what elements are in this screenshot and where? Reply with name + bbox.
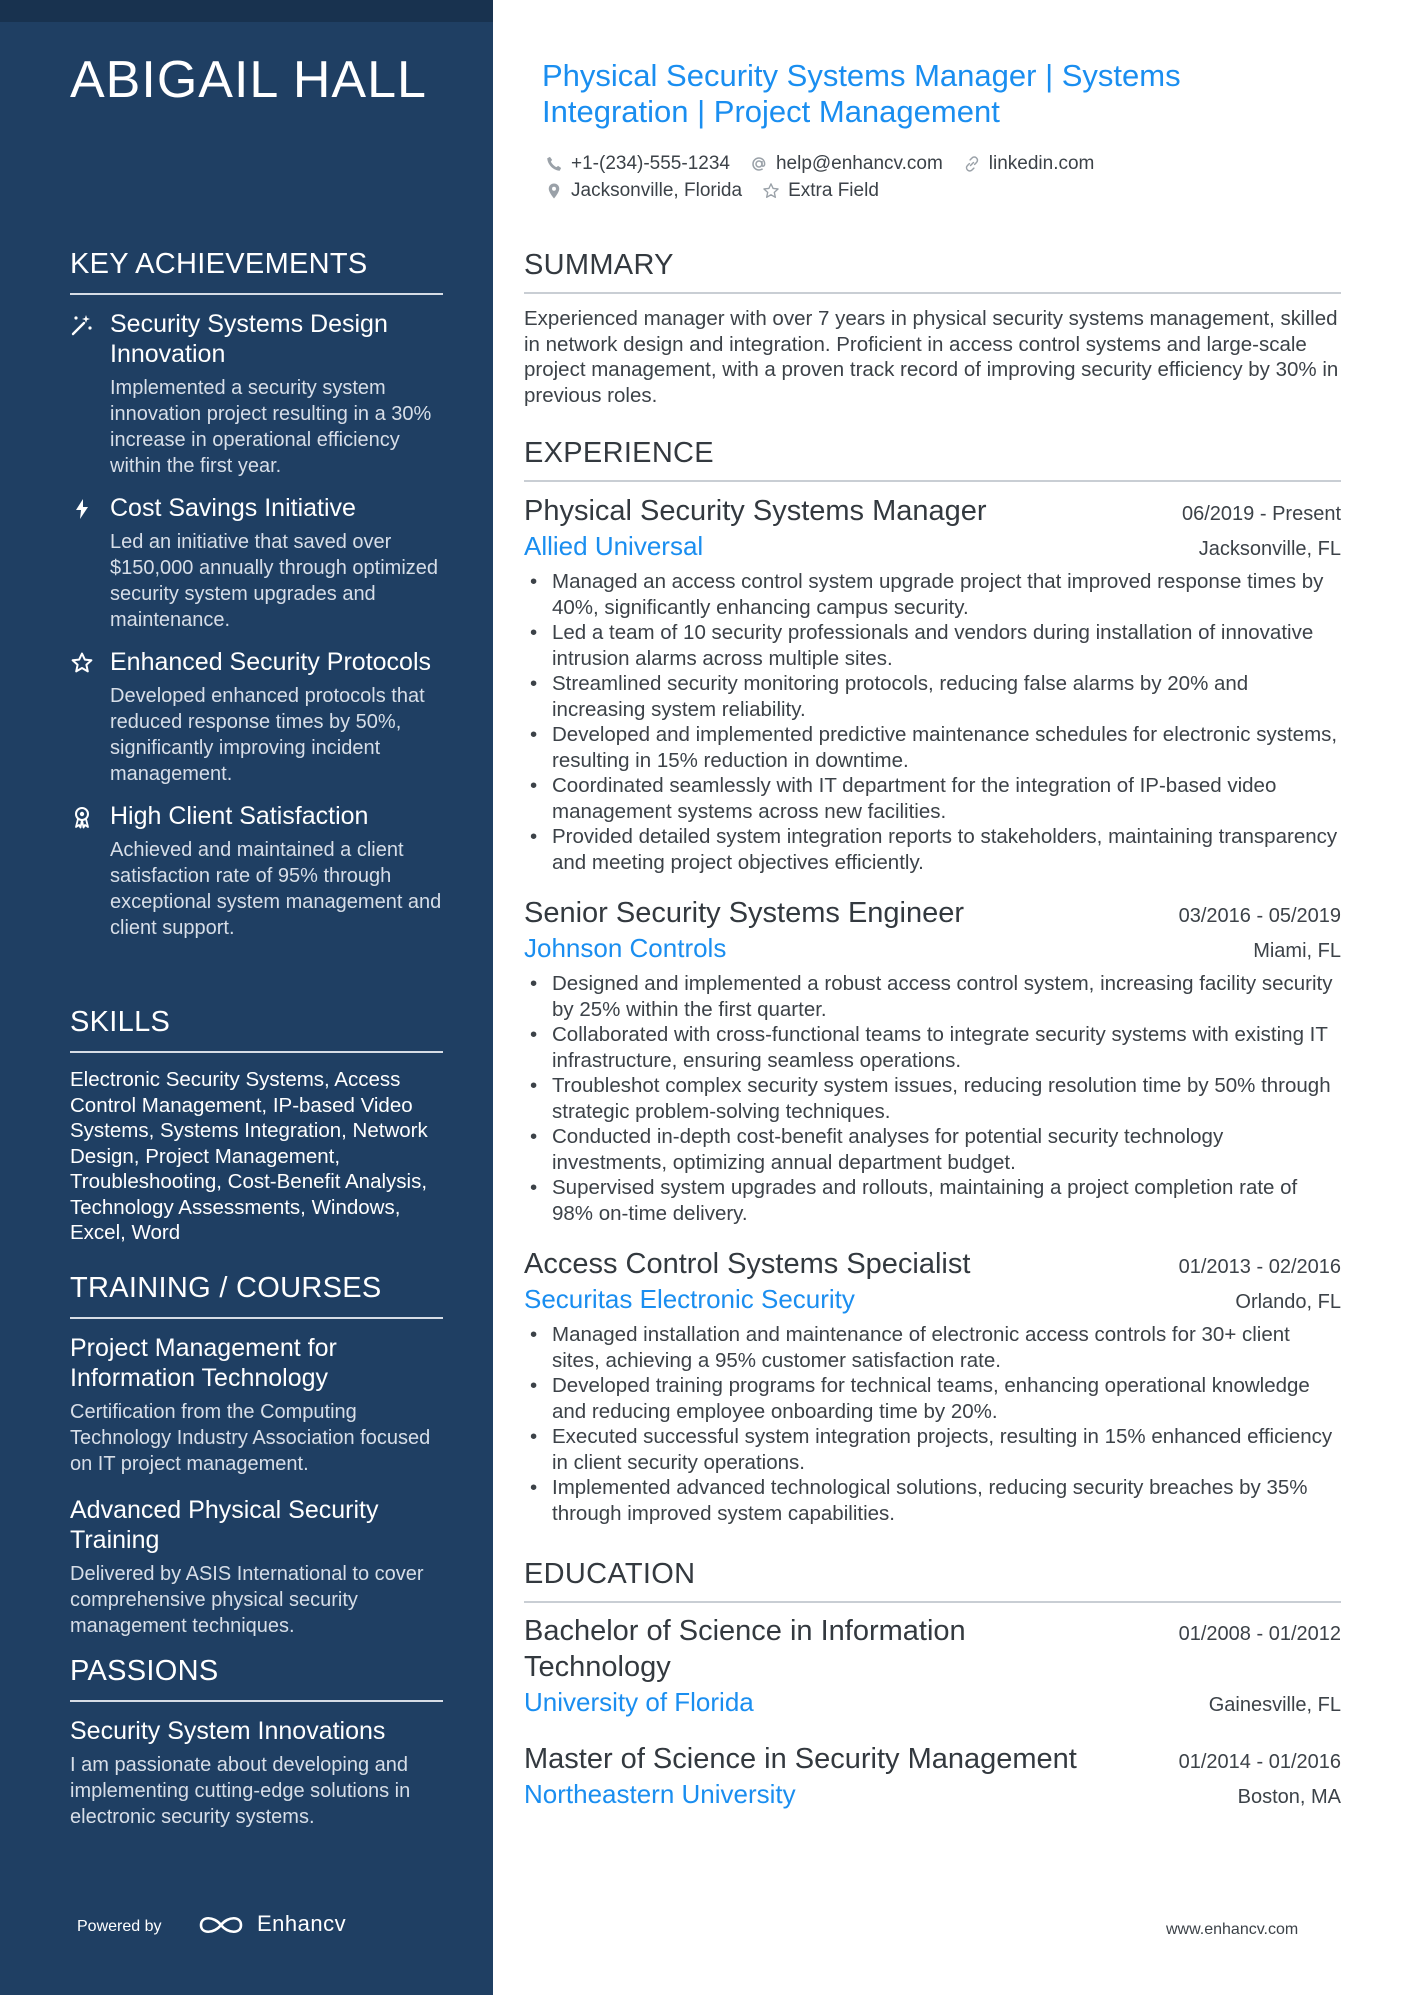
achievement-title: High Client Satisfaction (110, 802, 369, 830)
training-heading: TRAINING / COURSES (70, 1272, 443, 1319)
school-location: Gainesville, FL (1208, 1694, 1341, 1716)
bullet-item: • Collaborated with cross-functional teams to integrate security systems with existing IT infrastructure, ensuring seamless operations. (524, 1022, 1341, 1073)
experience-entry (524, 895, 1341, 1226)
extra-field-text: Extra Field (788, 179, 879, 201)
bullet-item: • Coordinated seamlessly with IT department for the integration of IP-based video management systems across new facilities. (524, 773, 1341, 824)
experience-heading: EXPERIENCE (524, 437, 1341, 482)
achievement-item (70, 309, 443, 479)
bullet-item: • Developed training programs for technical teams, enhancing operational knowledge and reducing employee onboarding time by 20%. (524, 1373, 1341, 1424)
company-name: Allied Universal (524, 531, 704, 561)
phone-number: +1-(234)-555-1234 (571, 152, 730, 174)
achievement-description: Led an initiative that saved over $150,000 annually through optimized security system upgrades and maintenance. (110, 531, 439, 631)
training-description: Certification from the Computing Technology Industry Association focused on IT project management. (70, 1401, 431, 1475)
phone-contact[interactable] (545, 153, 730, 175)
email-address: help@enhancv.com (775, 152, 943, 174)
education-entry (524, 1613, 1341, 1719)
job-dates: 06/2019 - Present (1182, 503, 1341, 525)
contact-info (545, 150, 1114, 204)
sidebar (0, 0, 493, 1995)
location-text: Jacksonville, Florida (571, 179, 743, 201)
bullet-item: • Executed successful system integration projects, resulting in 15% enhanced efficiency in client security operations. (524, 1424, 1341, 1475)
passions-heading: PASSIONS (70, 1655, 443, 1702)
lightning-bolt-icon (70, 497, 94, 521)
bullet-item: • Troubleshot complex security system issues, reducing resolution time by 50% through strategic problem-solving techniques. (524, 1073, 1341, 1124)
school-location: Boston, MA (1237, 1786, 1341, 1808)
bullet-item: • Streamlined security monitoring protocols, reducing false alarms by 20% and increasing system reliability. (524, 671, 1341, 722)
passion-title: Security System Innovations (70, 1717, 386, 1745)
degree-title: Master of Science in Security Management (524, 1743, 1077, 1775)
achievement-title: Enhanced Security Protocols (110, 648, 432, 676)
achievement-title: Security Systems Design Innovation (110, 310, 388, 368)
degree-title: Bachelor of Science in Information Technology (524, 1615, 966, 1683)
education-dates: 01/2014 - 01/2016 (1178, 1751, 1341, 1773)
bullet-item: • Developed and implemented predictive maintenance schedules for electronic systems, resulting in 15% reduction in downtime. (524, 722, 1341, 773)
experience-entry (524, 493, 1341, 875)
extra-field-contact (762, 180, 879, 202)
training-section (70, 1272, 443, 1657)
link-text: linkedin.com (988, 152, 1095, 174)
powered-by-label: Powered by (77, 1918, 162, 1935)
education-dates: 01/2008 - 01/2012 (1178, 1623, 1341, 1645)
link-icon (963, 155, 981, 173)
job-title: Physical Security Systems Manager (524, 495, 987, 527)
company-name: Securitas Electronic Security (524, 1284, 855, 1314)
skills-list: Electronic Security Systems, Access Control Management, IP-based Video Systems, Systems Integration, Network Design, Project Management, Troubleshooting, Cost-Benefit Analysis, Technology Assessments, Windows, Excel, Word (70, 1068, 428, 1244)
skills-section (70, 1006, 443, 1246)
achievement-description: Implemented a security system innovation project resulting in a 30% increase in operational efficiency within the first year. (110, 377, 432, 477)
achievement-title: Cost Savings Initiative (110, 494, 356, 522)
magic-wand-icon (70, 313, 94, 337)
bullet-item: • Conducted in-depth cost-benefit analyses for potential security technology investments, optimizing annual department budget. (524, 1124, 1341, 1175)
passions-section (70, 1655, 443, 1848)
job-dates: 03/2016 - 05/2019 (1178, 905, 1341, 927)
achievement-description: Achieved and maintained a client satisfaction rate of 95% through exceptional system management and client support. (110, 839, 442, 939)
education-heading: EDUCATION (524, 1558, 1341, 1603)
passion-description: I am passionate about developing and implementing cutting-edge solutions in electronic security systems. (70, 1754, 411, 1828)
company-name: Johnson Controls (524, 933, 727, 963)
achievement-item (70, 801, 443, 941)
sidebar-top-bar (0, 0, 493, 22)
location-pin-icon (545, 182, 563, 200)
bullet-item: • Designed and implemented a robust access control system, increasing facility security by 25% within the first quarter. (524, 971, 1341, 1022)
training-description: Delivered by ASIS International to cover comprehensive physical security management techniques. (70, 1563, 424, 1637)
experience-entry (524, 1246, 1341, 1526)
bullet-item: • Supervised system upgrades and rollouts, maintaining a project completion rate of 98% on-time delivery. (524, 1175, 1341, 1226)
job-bullets (524, 569, 1341, 875)
enhancv-logo-icon (196, 1908, 256, 1942)
candidate-name: ABIGAIL HALL (70, 51, 427, 109)
school-name: Northeastern University (524, 1779, 796, 1809)
phone-icon (545, 155, 563, 173)
job-bullets (524, 1322, 1341, 1526)
achievement-item (70, 493, 443, 633)
job-title: Access Control Systems Specialist (524, 1248, 971, 1280)
email-contact[interactable] (750, 153, 943, 175)
job-title: Senior Security Systems Engineer (524, 897, 965, 929)
at-sign-icon (750, 155, 768, 173)
achievement-description: Developed enhanced protocols that reduced response times by 50%, significantly improving incident management. (110, 685, 425, 785)
resume-headline: Physical Security Systems Manager | Systems Integration | Project Management (542, 58, 1181, 129)
bullet-item: • Provided detailed system integration reports to stakeholders, maintaining transparency and meeting project objectives efficiently. (524, 824, 1341, 875)
training-title: Advanced Physical Security Training (70, 1496, 379, 1554)
bullet-item: • Implemented advanced technological solutions, reducing security breaches by 35% through improved system capabilities. (524, 1475, 1341, 1526)
school-name: University of Florida (524, 1687, 754, 1717)
job-location: Orlando, FL (1235, 1291, 1341, 1313)
footer-url[interactable]: www.enhancv.com (1166, 1921, 1299, 1938)
key-achievements-heading: KEY ACHIEVEMENTS (70, 248, 443, 295)
award-medal-icon (70, 805, 94, 829)
key-achievements-section (70, 248, 443, 955)
enhancv-brand: Enhancv (257, 1911, 347, 1936)
job-location: Jacksonville, FL (1198, 538, 1341, 560)
summary-heading: SUMMARY (524, 249, 1341, 294)
achievement-item (70, 647, 443, 787)
job-bullets (524, 971, 1341, 1226)
job-location: Miami, FL (1253, 940, 1341, 962)
training-title: Project Management for Information Technology (70, 1334, 337, 1392)
bullet-item: • Managed an access control system upgrade project that improved response times by 40%, significantly enhancing campus security. (524, 569, 1341, 620)
education-entry (524, 1741, 1341, 1811)
bullet-item: • Managed installation and maintenance of electronic access controls for 30+ client sites, achieving a 95% customer satisfaction rate. (524, 1322, 1341, 1373)
link-contact[interactable] (963, 153, 1095, 175)
location-contact (545, 180, 742, 202)
skills-heading: SKILLS (70, 1006, 443, 1053)
bullet-item: • Led a team of 10 security professionals and vendors during installation of innovative intrusion alarms across multiple sites. (524, 620, 1341, 671)
job-dates: 01/2013 - 02/2016 (1178, 1256, 1341, 1278)
star-icon (70, 651, 94, 675)
star-icon (762, 182, 780, 200)
summary-text: Experienced manager with over 7 years in physical security systems management, skilled in network design and integration. Proficient in access control systems and large-scale project management, with a proven track record of improving security efficiency by 30% in previous roles. (524, 307, 1339, 407)
